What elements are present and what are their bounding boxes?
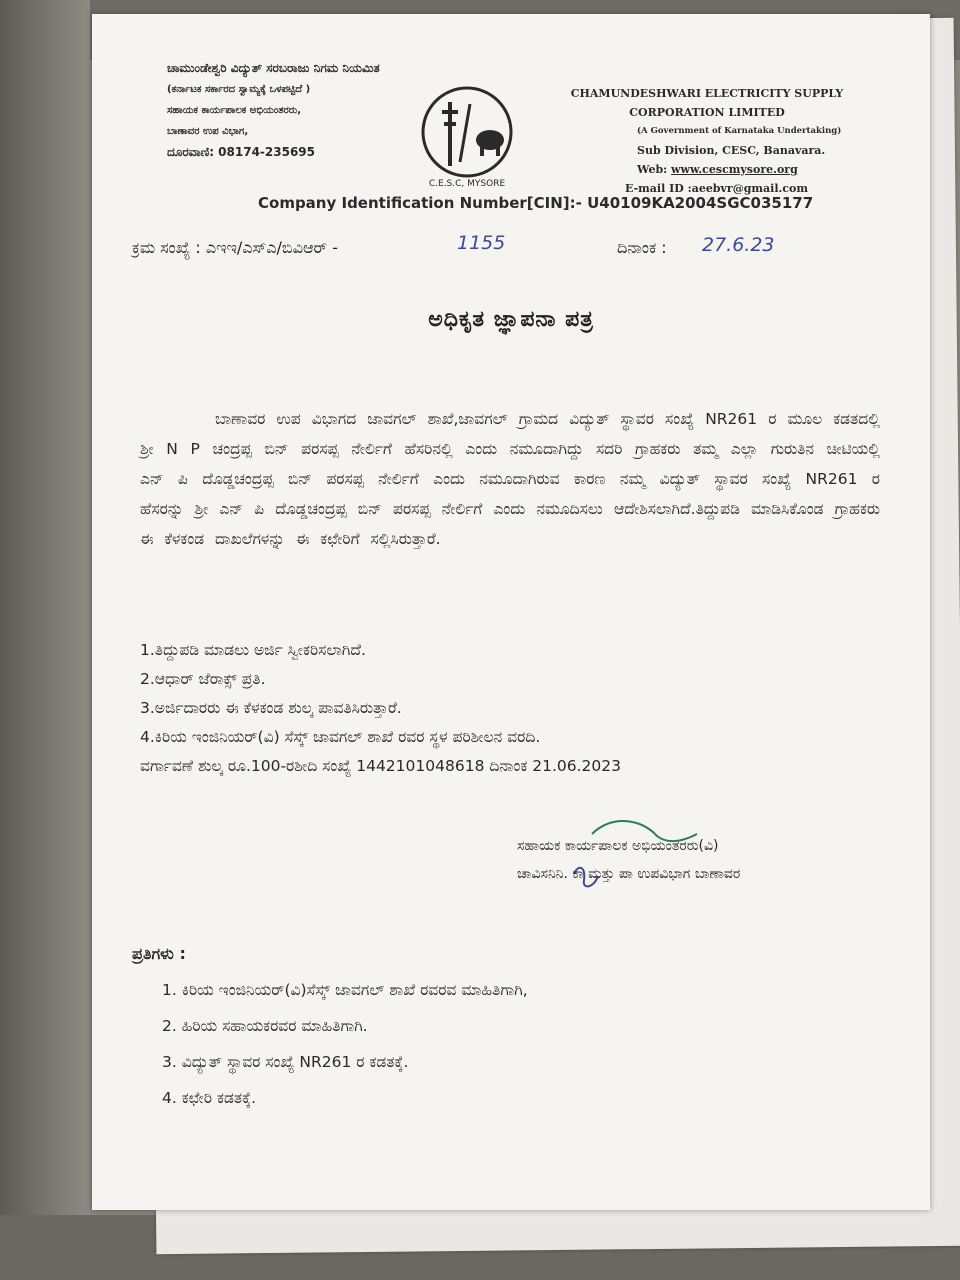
logo-text: C.E.S.C, MYSORE <box>428 179 506 189</box>
list-item: 1.ತಿದ್ದುಪಡಿ ಮಾಡಲು ಅರ್ಜಿ ಸ್ವೀಕರಿಸಲಾಗಿದೆ. <box>140 641 366 659</box>
company-name-2: CORPORATION LIMITED <box>629 106 785 119</box>
list-item: 2. ಹಿರಿಯ ಸಹಾಯಕರವರ ಮಾಹಿತಿಗಾಗಿ. <box>162 1017 368 1035</box>
english-letterhead <box>557 84 857 198</box>
copies-list <box>162 972 882 1116</box>
list-item: 2.ಆಧಾರ್ ಜೆರಾಕ್ಸ್ ಪ್ರತಿ. <box>140 670 266 688</box>
letterhead-line: ಸಹಾಯಕ ಕಾರ್ಯಪಾಲಕ ಅಭಿಯಂತರರು, <box>167 105 302 116</box>
list-item: 4.ಕಿರಿಯ ಇಂಜಿನಿಯರ್(ವಿ) ಸೆಸ್ಕ್ ಜಾವಗಲ್ ಶಾಖೆ ರವರ ಸ್ಥಳ ಪರಿಶೀಲನ ವರದಿ. <box>140 728 541 746</box>
signature-block <box>517 832 917 888</box>
letterhead-line: (ಕರ್ನಾಟಕ ಸರ್ಕಾರದ ಸ್ವಾಮ್ಯಕ್ಕೆ ಒಳಪಟ್ಟಿದೆ ) <box>167 84 311 95</box>
date-handwritten: 27.6.23 <box>702 234 775 256</box>
reference-label: ಕ್ರಮ ಸಂಖ್ಯೆ : ಎಇಇ/ಎಸ್‌ಎ/ಬಿವಿಆರ್ - <box>132 238 339 257</box>
signatory-designation: ಸಹಾಯಕ ಕಾರ್ಯಪಾಲಕ ಅಭಿಯಂತರರು(ವಿ) <box>517 838 719 854</box>
body-paragraph: ಬಾಣಾವರ ಉಪ ವಿಭಾಗದ ಜಾವಗಲ್ ಶಾಖೆ,ಜಾವಗಲ್ ಗ್ರಾಮದ ವಿದ್ಯುತ್ ಸ್ಥಾವರ ಸಂಖ್ಯೆ NR261 ರ ಮೂಲ ಕಡತದಲ್ಲಿ ಶ್ರೀ N P ಚಂದ್ರಪ್ಪ ಬಿನ್ ಪರಸಪ್ಪ ನೇರ್ಲಿಗೆ ಹೆಸರಿನಲ್ಲಿ ಎಂದು ನಮೂದಾಗಿದ್ದು ಸದರಿ ಗ್ರಾಹಕರು ತಮ್ಮ ಎಲ್ಲಾ ಗುರುತಿನ ಚೀಟಿಯಲ್ಲಿ ಎನ್ ಪಿ ದೊಡ್ಡಚಂದ್ರಪ್ಪ ಬಿನ್ ಪರಸಪ್ಪ ನೇರ್ಲಿಗೆ ಎಂದು ನಮೂದಾಗಿರುವ ಕಾರಣ ನಮ್ಮ ವಿದ್ಯುತ್ ಸ್ಥಾವರ ಸಂಖ್ಯೆ NR261 ರ ಹೆಸರನ್ನು ಶ್ರೀ ಎನ್ ಪಿ ದೊಡ್ಡಚಂದ್ರಪ್ಪ ಬಿನ್ ಪರಸಪ್ಪ ನೇರ್ಲಿಗೆ ಎಂದು ನಮೂದಿಸಲು ಆದೇಶಿಸಲಾಗಿದೆ.ತಿದ್ದುಪಡಿ ಮಾಡಿಸಿಕೊಂಡ ಗ್ರಾಹಕರು ಈ ಕೆಳಕಂಡ ದಾಖಲೆಗಳನ್ನು ಈ ಕಛೇರಿಗೆ ಸಲ್ಲಿಸಿರುತ್ತಾರೆ. <box>140 410 880 548</box>
sub-division: Sub Division, CESC, Banavara. <box>637 144 826 157</box>
letterhead-phone: ದೂರವಾಣಿ: 08174-235695 <box>167 145 315 159</box>
list-item: 1. ಕಿರಿಯ ಇಂಜಿನಿಯರ್(ವಿ)ಸೆಸ್ಕ್ ಜಾವಗಲ್ ಶಾಖೆ ರವರವ ಮಾಹಿತಿಗಾಗಿ, <box>162 981 528 999</box>
background-left <box>0 0 90 1280</box>
date-label: ದಿನಾಂಕ : <box>617 238 667 257</box>
list-item: 3. ವಿದ್ಯುತ್ ಸ್ಥಾವರ ಸಂಖ್ಯೆ NR261 ರ ಕಡತಕ್ಕೆ. <box>162 1053 409 1071</box>
reference-number-handwritten: 1155 <box>457 232 506 254</box>
email: E-mail ID :aeebvr@gmail.com <box>625 182 809 195</box>
website-link[interactable]: www.cescmysore.org <box>671 163 798 176</box>
letter-page <box>92 14 930 1210</box>
list-item: 3.ಅರ್ಜಿದಾರರು ಈ ಕೆಳಕಂಡ ಶುಲ್ಕ ಪಾವತಿಸಿರುತ್ತಾರೆ. <box>140 699 402 717</box>
email-address[interactable]: aeebvr@gmail.com <box>691 182 809 195</box>
company-name: CHAMUNDESHWARI ELECTRICITY SUPPLY <box>570 87 844 100</box>
document-title: ಅಧಿಕೃತ ಜ್ಞಾಪನಾ ಪತ್ರ <box>428 307 594 332</box>
gov-undertaking: (A Government of Karnataka Undertaking) <box>637 126 842 136</box>
cin-number: Company Identification Number[CIN]:- U40109KA2004SGC035177 <box>258 194 814 212</box>
copies-heading: ಪ್ರತಿಗಳು : <box>132 944 186 963</box>
signatory-office: ಚಾವಿಸನಿನಿ. ಕಾ ಮತ್ತು ಪಾ ಉಪವಿಭಾಗ ಬಾಣಾವರ <box>517 866 741 882</box>
letterhead-line: ಚಾಮುಂಡೇಶ್ವರಿ ವಿದ್ಯುತ್ ಸರಬರಾಜು ನಿಗಮ ನಿಯಮಿತ <box>167 61 380 75</box>
list-item: ವರ್ಗಾವಣೆ ಶುಲ್ಕ ರೂ.100-ರಶೀದಿ ಸಂಖ್ಯೆ 1442101048618 ದಿನಾಂಕ 21.06.2023 <box>140 757 621 775</box>
letterhead-line: ಬಾಣಾವರ ಉಪ ವಿಭಾಗ, <box>167 126 249 137</box>
documents-list <box>140 636 900 781</box>
cesc-logo <box>412 82 522 192</box>
website: Web: www.cescmysore.org <box>637 163 798 176</box>
list-item: 4. ಕಛೇರಿ ಕಡತಕ್ಕೆ. <box>162 1089 257 1107</box>
